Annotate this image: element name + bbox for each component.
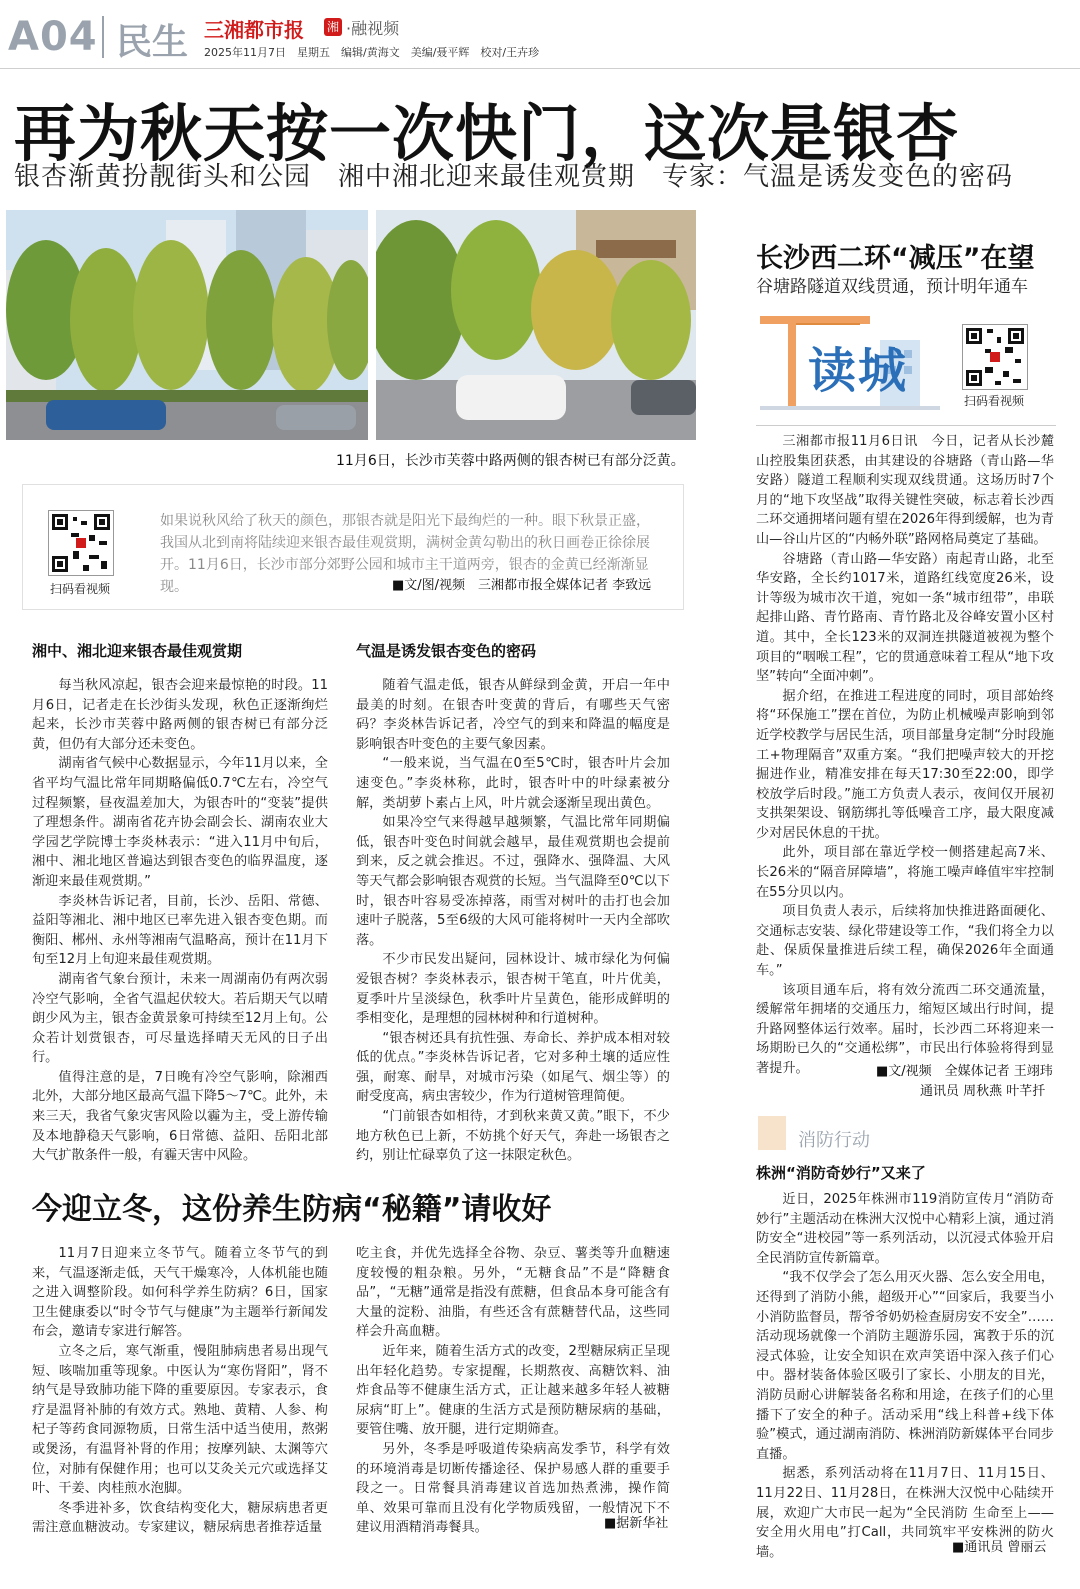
article2-paragraph: 吃主食，并优先选择全谷物、杂豆、薯类等升血糖速度较慢的粗杂粮。另外，“无糖食品”不是“降糖食品”，“无糖”通常是指没有蔗糖，但食品本身可能含有大量的淀粉、油脂，有些还含有蔗糖替代品，这些同样会升高血糖。 <box>356 1246 670 1340</box>
masthead-rule <box>0 68 1080 69</box>
ginkgo-street-photo-right <box>376 210 696 440</box>
brand-badge: 湘 <box>324 18 342 36</box>
qr-label-sidebar: 扫码看视频 <box>964 394 1025 408</box>
sidebar-subtitle: 谷塘路隧道双线贯通，预计明年通车 <box>756 277 1028 297</box>
article2-col2 <box>356 1244 670 1538</box>
sidebar-paragraph: 据介绍，在推进工程进度的同时，项目部始终将“环保施工”摆在首位，为防止机械噪声影响到邻近学校教学与居民生活，项目部量身定制“分时段施工+物理隔音”双重方案。“我们把噪声较大的开挖掘进作业，精准安排在每天17:30至22:00，即学校放学后时段。”施工方负责人表示，夜间仅开展初支拱架架设、钢筋绑扎等低噪音工序，最大限度减少对居民休息的干扰。 <box>756 688 1054 841</box>
article2-paragraph: 近年来，随着生活方式的改变，2型糖尿病正呈现出年轻化趋势。专家提醒，长期熬夜、高糖饮料、油炸食品等不健康生活方式，正让越来越多年轻人被糖尿病“盯上”。健康的生活方式是预防糖尿病的基础，要管住嘴、放开腿，进行定期筛查。 <box>356 1343 670 1438</box>
main-subheadline: 银杏渐黄扮靓街头和公园 湘中湘北迎来最佳观赏期 专家：气温是诱发变色的密码 <box>14 162 1014 192</box>
qr-code-sidebar[interactable] <box>962 324 1028 390</box>
qr-label-intro: 扫码看视频 <box>50 582 111 596</box>
intro-signature: ■文/图/视频 三湘都市报全媒体记者 李致远 <box>392 578 652 593</box>
col2-paragraph: 如果冷空气来得越早越频繁，气温比常年同期偏低，银杏叶变色时间就会越早，最佳观赏期也会提前到来，反之就会推迟。不过，强降水、强降温、大风等天气都会影响银杏观赏的长短。当气温降至0℃以下时，银杏叶容易受冻掉落，雨雪对树叶的击打也会加速叶子脱落，5至6级的大风可能将树叶一天内全部吹落。 <box>356 815 670 948</box>
sidebar-paragraph: 谷塘路（青山路—华安路）南起青山路，北至华安路，全长约1017米，道路红线宽度26米，设计等级为城市次干道，宛如一条“城市纽带”，串联起排山路、青竹路南、青竹路北及谷峰安置小区村道。其中，全长123米的双洞连拱隧道被视为整个项目的“咽喉工程”，它的贯通意味着工程从“地下攻坚”转向“全面冲刺”。 <box>756 551 1054 685</box>
article2-headline: 今迎立冬，这份养生防病“秘籍”请收好 <box>32 1192 552 1227</box>
article2-signature: ■据新华社 <box>604 1516 669 1531</box>
col2-paragraph: “一般来说，当气温在0至5℃时，银杏叶片会加速变色。”李炎林称，此时，银杏叶中的叶绿素被分解，类胡萝卜素占上风，叶片就会逐渐呈现出黄色。 <box>356 756 670 811</box>
photo-caption: 11月6日，长沙市芙蓉中路两侧的银杏树已有部分泛黄。 <box>336 453 685 469</box>
sidebar-paragraph: 该项目通车后，将有效分流西二环交通流量，缓解常年拥堵的交通压力，缩短区域出行时间，提升路网整体运行效率。届时，长沙西二环将迎来一场期盼已久的“交通松绑”，市民出行体验将得到显著提升。 <box>756 982 1054 1076</box>
col2-heading: 气温是诱发银杏变色的密码 <box>356 642 537 660</box>
col2-paragraph: “银杏树还具有抗性强、寿命长、养护成本相对较低的优点。”李炎林告诉记者，它对多种土壤的适应性强，耐寒、耐旱，对城市污染（如尾气、烟尘等）的耐受度高，病虫害较少，作为行道树管理简便。 <box>356 1030 670 1105</box>
sidebar-paragraph: 项目负责人表示，后续将加快推进路面硬化、交通标志安装、绿化带建设等工作，“我们将全力以赴、保质保量推进后续工程，确保2026年全面通车。” <box>756 904 1054 979</box>
ginkgo-street-photo-left <box>6 210 368 440</box>
sidebar-rule <box>756 425 1056 426</box>
col2-paragraph: “门前银杏如相待，才到秋来黄又黄。”眼下，不少地方秋色已上新，不妨挑个好天气，奔赴一场银杏之约，别让忙碌辜负了这一抹限定秋色。 <box>356 1109 670 1164</box>
section-name: 民生 <box>116 22 189 63</box>
col1-paragraph: 湖南省气候中心数据显示，今年11月以来，全省平均气温比常年同期略偏低0.7℃左右，冷空气过程频繁，昼夜温差加大，为银杏叶的“变装”提供了理想条件。湖南省花卉协会副会长、湖南农业大学园艺学院博士李炎林表示：“进入11月中旬后，湘中、湘北地区普遍达到银杏变色的临界温度，逐渐迎来最佳观赏期。” <box>32 756 328 889</box>
col1-body <box>32 676 328 1166</box>
sidebar-paragraph: 此外，项目部在靠近学校一侧搭建起高7米、长26米的“隔音屏障墙”，将施工噪声峰值牢牢控制在55分贝以内。 <box>756 845 1054 900</box>
intro-text: 如果说秋风给了秋天的颜色，那银杏就是阳光下最绚烂的一种。眼下秋景正盛，我国从北到南将陆续迎来银杏最佳观赏期，满树金黄勾勒出的秋日画卷正徐徐展开。11月6日，长沙市部分郊野公园和城市主干道两旁，银杏的金黄已经渐渐显现。 <box>160 513 650 595</box>
fire-section-marker <box>758 1116 786 1150</box>
newspaper-brand: 三湘都市报 <box>204 18 304 42</box>
main-headline: 再为秋天按一次快门，这次是银杏 <box>14 97 960 170</box>
col1-paragraph: 值得注意的是，7日晚有冷空气影响，除湘西北外，大部分地区最高气温下降5～7℃。此外，未来三天，我省气象灾害风险以霾为主，受上游传输及本地静稳天气影响，6日常德、益阳、岳阳北部大气扩散条件一般，有霾天害中风险。 <box>32 1069 328 1164</box>
article2-paragraph: 冬季进补多，饮食结构变化大，糖尿病患者更需注意血糖波动。专家建议，糖尿病患者推荐适量 <box>32 1500 328 1536</box>
fire-paragraph: “我不仅学会了怎么用灭火器、怎么安全用电，还得到了消防小熊，超级开心”“回家后，我要当小小消防监督员，帮爷爷奶奶检查厨房安不安全”……活动现场就像一个消防主题游乐园，寓教于乐的沉浸式体验，让安全知识在欢声笑语中深入孩子们心中。器材装备体验区吸引了家长、小朋友的目光，消防员耐心讲解装备名称和用途，在孩子们的心里播下了安全的种子。活动采用“线上科普+线下体验”模式，通过湖南消防、株洲消防新媒体平台同步直播。 <box>756 1270 1054 1462</box>
qr-code-intro[interactable] <box>48 510 114 576</box>
col2-paragraph: 不少市民发出疑问，园林设计、城市绿化为何偏爱银杏树？李炎林表示，银杏树干笔直，叶片优美，夏季叶片呈淡绿色，秋季叶片呈黄色，能形成鲜明的季相变化，是理想的园林树种和行道树种。 <box>356 952 670 1027</box>
article2-col1 <box>32 1244 328 1538</box>
fire-paragraph: 近日，2025年株洲市119消防宣传月“消防奇妙行”主题活动在株洲大汉悦中心精彩上演，通过消防安全“进校园”等一系列活动，以沉浸式体验开启全民消防宣传新篇章。 <box>756 1192 1054 1266</box>
brand-sub: ·融视频 <box>346 19 400 38</box>
sidebar-title: 长沙西二环“减压”在望 <box>756 243 1035 274</box>
sidebar-signature-2: 通讯员 周秋燕 叶芊扦 <box>920 1084 1046 1099</box>
masthead-divider <box>102 16 104 58</box>
col1-paragraph: 李炎林告诉记者，目前，长沙、岳阳、常德、益阳等湘北、湘中地区已率先进入银杏变色期。而衡阳、郴州、永州等湘南气温略高，预计在11月下旬至12月上旬迎来最佳观赏期。 <box>32 893 328 968</box>
sidebar-body <box>756 432 1054 1079</box>
page-number: A04 <box>8 14 98 60</box>
fire-article-title: 株洲“消防奇妙行”又来了 <box>756 1164 926 1182</box>
column-logo: 读城 <box>808 343 909 399</box>
masthead-meta: 2025年11月7日 星期五 编辑/黄海文 美编/聂平辉 校对/王卉珍 <box>204 46 540 59</box>
fire-signature: ■通讯员 曾丽云 <box>952 1540 1047 1555</box>
col1-heading: 湘中、湘北迎来银杏最佳观赏期 <box>32 642 243 660</box>
col2-paragraph: 随着气温走低，银杏从鲜绿到金黄，开启一年中最美的时刻。在银杏叶变黄的背后，有哪些天气密码？李炎林告诉记者，冷空气的到来和降温的幅度是影响银杏叶变色的主要气象因素。 <box>356 678 670 752</box>
col1-paragraph: 每当秋风凉起，银杏会迎来最惊艳的时段。11月6日，记者走在长沙街头发现，秋色正逐渐绚烂起来，长沙市芙蓉中路两侧的银杏树已有部分泛黄，但仍有大部分还未变色。 <box>32 678 328 752</box>
col2-body <box>356 676 670 1166</box>
fire-article-body <box>756 1190 1054 1562</box>
article2-paragraph: 立冬之后，寒气渐重，慢阻肺病患者易出现气短、咳喘加重等现象。中医认为“寒伤肾阳”，肾不纳气是导致肺功能下降的重要原因。专家表示，食疗是温肾补肺的有效方式。熟地、黄精、人参、枸杞子等药食同源物质，日常生活中适当使用，熬粥或煲汤，有温肾补肾的作用；按摩列缺、太渊等穴位，对肺有保健作用；也可以艾灸关元穴或选择艾叶、干姜、肉桂煎水泡脚。 <box>32 1343 328 1497</box>
sidebar-paragraph: 三湘都市报11月6日讯 今日，记者从长沙麓山控股集团获悉，由其建设的谷塘路（青山路—华安路）隧道工程顺利实现双线贯通。这场历时7个月的“地下攻坚战”取得关键性突破，标志着长沙西二环交通拥堵问题有望在2026年得到缓解，也为青山—谷山片区的“内畅外联”路网格局奠定了基础。 <box>756 434 1054 547</box>
article2-paragraph: 11月7日迎来立冬节气。随着立冬节气的到来，气温逐渐走低，天气干燥寒冷，人体机能也随之进入调整阶段。如何科学养生防病？6日，国家卫生健康委以“时令节气与健康”为主题举行新闻发布会，邀请专家进行解答。 <box>32 1246 328 1340</box>
article2-paragraph: 另外，冬季是呼吸道传染病高发季节，科学有效的环境消毒是切断传播途径、保护易感人群的重要手段之一。日常餐具消毒建议首选加热煮沸，操作简单、效果可靠而且没有化学物质残留，一般情况下不建议用酒精消毒餐具。 <box>356 1441 670 1536</box>
fire-paragraph: 据悉，系列活动将在11月7日、11月15日、11月22日、11月28日，在株洲大汉悦中心陆续开展，欢迎广大市民一起为“全民消防 生命至上——安全用火用电”打Call，共同筑牢平安株洲的防火墙。 <box>756 1466 1054 1560</box>
col1-paragraph: 湖南省气象台预计，未来一周湖南仍有两次弱冷空气影响，全省气温起伏较大。若后期天气以晴朗少风为主，银杏金黄景象可持续至12月上旬。公众若计划赏银杏，可尽量选择晴天无风的日子出行。 <box>32 971 328 1066</box>
sidebar-signature: ■文/视频 全媒体记者 王翊玮 <box>876 1064 1053 1079</box>
fire-section-tag: 消防行动 <box>798 1130 870 1151</box>
